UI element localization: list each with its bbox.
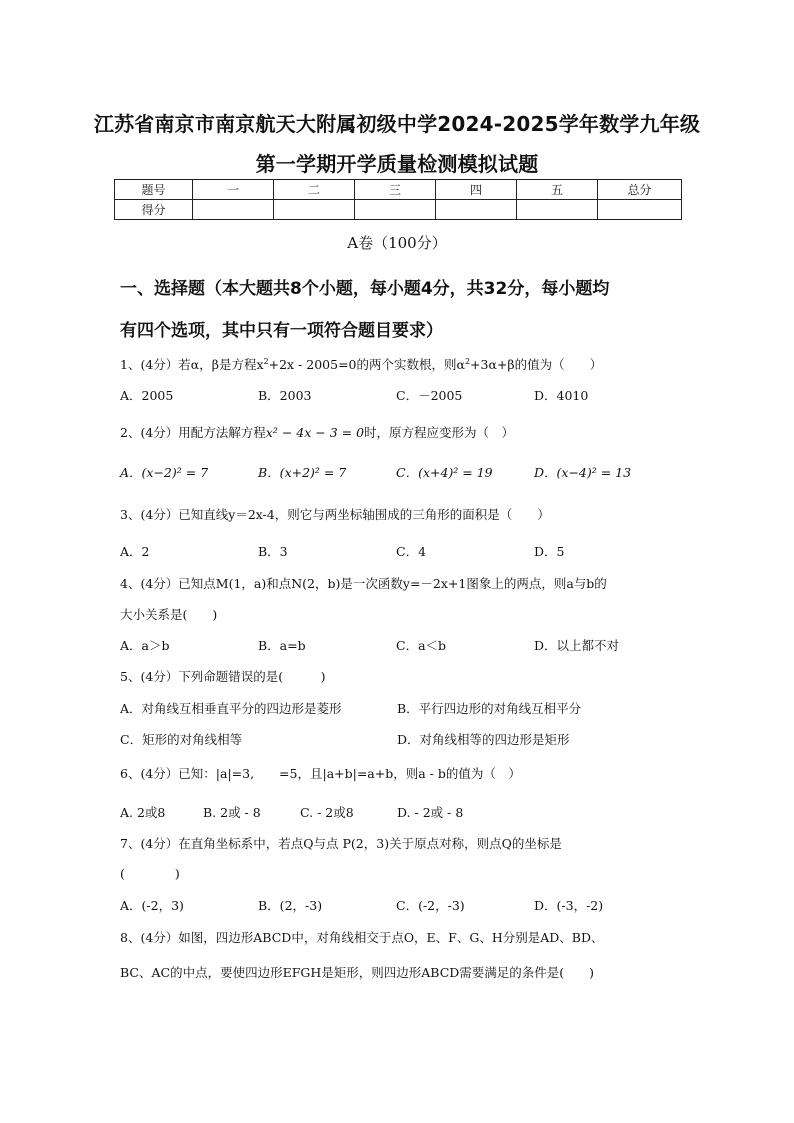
question-7-option-c[interactable]: C．(-2，-3) bbox=[396, 898, 465, 913]
score-header-cell: 二 bbox=[274, 180, 355, 200]
question-2-stem: 2、(4分）用配方法解方程x² − 4x − 3 = 0时，原方程应变形为（ ） bbox=[120, 425, 515, 440]
question-5-option-a[interactable]: A．对角线互相垂直平分的四边形是菱形 bbox=[120, 701, 342, 716]
score-header-cell: 总分 bbox=[598, 180, 682, 200]
question-4-option-b[interactable]: B．a=b bbox=[258, 638, 306, 653]
question-3-option-b[interactable]: B．3 bbox=[258, 544, 288, 559]
question-1-stem: 1、(4分）若α，β是方程$x^2+2x - 2005=0$的两个实数根，则$\alpha^2+3\alpha+\beta$的值为（ ） bbox=[120, 356, 603, 372]
question-8-stem-line-1: 8、(4分）如图，四边形ABCD中，对角线相交于点O，E、F、G、H分别是AD、BD、 bbox=[120, 930, 604, 945]
question-4-stem-line-1: 4、(4分）已知点M(1，a)和点N(2，b)是一次函数y=－2x+1图象上的两点，则a与b的 bbox=[120, 576, 607, 591]
score-cell[interactable] bbox=[598, 200, 682, 220]
question-4-option-a[interactable]: A．a＞b bbox=[120, 638, 170, 653]
question-7-stem-line-2: ( ) bbox=[120, 866, 180, 881]
score-cell[interactable] bbox=[355, 200, 436, 220]
question-3-stem: 3、(4分）已知直线y＝2x-4，则它与两坐标轴围成的三角形的面积是（ ） bbox=[120, 507, 550, 522]
section-heading-line-1: 一、选择题（本大题共8个小题，每小题4分，共32分，每小题均 bbox=[120, 279, 610, 299]
question-2-equation: x² − 4x − 3 = 0 bbox=[265, 425, 365, 440]
score-cell[interactable] bbox=[193, 200, 274, 220]
question-5-option-d[interactable]: D．对角线相等的四边形是矩形 bbox=[397, 732, 570, 747]
title-line-1: 江苏省南京市南京航天大附属初级中学2024-2025学年数学九年级 bbox=[93, 112, 701, 136]
question-2-option-a[interactable]: A．(x−2)² = 7 bbox=[120, 465, 209, 480]
question-6-option-a[interactable]: A. 2或8 bbox=[120, 805, 166, 820]
question-7-option-b[interactable]: B．(2，-3) bbox=[258, 898, 323, 913]
question-7-option-d[interactable]: D．(-3，-2) bbox=[534, 898, 604, 913]
question-2-option-d[interactable]: D．(x−4)² = 13 bbox=[534, 465, 632, 480]
score-header-cell: 题号 bbox=[115, 180, 193, 200]
score-cell[interactable] bbox=[517, 200, 598, 220]
question-6-option-d[interactable]: D. - 2或 - 8 bbox=[397, 805, 464, 820]
question-3-option-d[interactable]: D．5 bbox=[534, 544, 565, 559]
question-1-option-b[interactable]: B．2003 bbox=[258, 388, 312, 403]
question-1-option-c[interactable]: C．－2005 bbox=[396, 388, 463, 403]
score-table bbox=[114, 179, 682, 220]
score-table-score-row bbox=[115, 200, 682, 220]
title-line-2: 第一学期开学质量检测模拟试题 bbox=[255, 152, 539, 176]
question-4-stem-line-2: 大小关系是( ) bbox=[120, 607, 218, 622]
question-6-option-b[interactable]: B. 2或 - 8 bbox=[203, 805, 261, 820]
question-5-option-b[interactable]: B．平行四边形的对角线互相平分 bbox=[397, 701, 582, 716]
question-6-option-c[interactable]: C. - 2或8 bbox=[300, 805, 354, 820]
question-1-option-d[interactable]: D．4010 bbox=[534, 388, 589, 403]
section-label: A卷（100分） bbox=[347, 234, 447, 252]
question-4-option-d[interactable]: D．以上都不对 bbox=[534, 638, 620, 653]
question-5-stem: 5、(4分）下列命题错误的是( ) bbox=[120, 669, 326, 684]
score-cell[interactable] bbox=[274, 200, 355, 220]
question-3-option-a[interactable]: A．2 bbox=[120, 544, 150, 559]
section-heading-line-2: 有四个选项，其中只有一项符合题目要求） bbox=[120, 321, 443, 341]
question-4-option-c[interactable]: C．a＜b bbox=[396, 638, 447, 653]
question-3-option-c[interactable]: C．4 bbox=[396, 544, 427, 559]
question-5-option-c[interactable]: C．矩形的对角线相等 bbox=[120, 732, 243, 747]
question-1-option-a[interactable]: A．2005 bbox=[120, 388, 174, 403]
question-2-option-c[interactable]: C．(x+4)² = 19 bbox=[396, 465, 493, 480]
score-table-header-row bbox=[115, 180, 682, 200]
question-2-option-b[interactable]: B．(x+2)² = 7 bbox=[258, 465, 347, 480]
question-6-stem: 6、(4分）已知：|a|=3, =5，且|a+b|=a+b，则a - b的值为（ ） bbox=[120, 766, 521, 781]
question-7-stem-line-1: 7、(4分）在直角坐标系中，若点Q与点 P(2，3)关于原点对称，则点Q的坐标是 bbox=[120, 836, 562, 851]
question-8-stem-line-2: BC、AC的中点，要使四边形EFGH是矩形，则四边形ABCD需要满足的条件是( ) bbox=[120, 965, 595, 980]
question-7-option-a[interactable]: A．(-2，3) bbox=[120, 898, 184, 913]
score-header-cell: 一 bbox=[193, 180, 274, 200]
score-cell[interactable] bbox=[436, 200, 517, 220]
score-header-cell: 五 bbox=[517, 180, 598, 200]
score-header-cell: 三 bbox=[355, 180, 436, 200]
score-header-cell: 四 bbox=[436, 180, 517, 200]
score-row-label: 得分 bbox=[115, 200, 193, 220]
